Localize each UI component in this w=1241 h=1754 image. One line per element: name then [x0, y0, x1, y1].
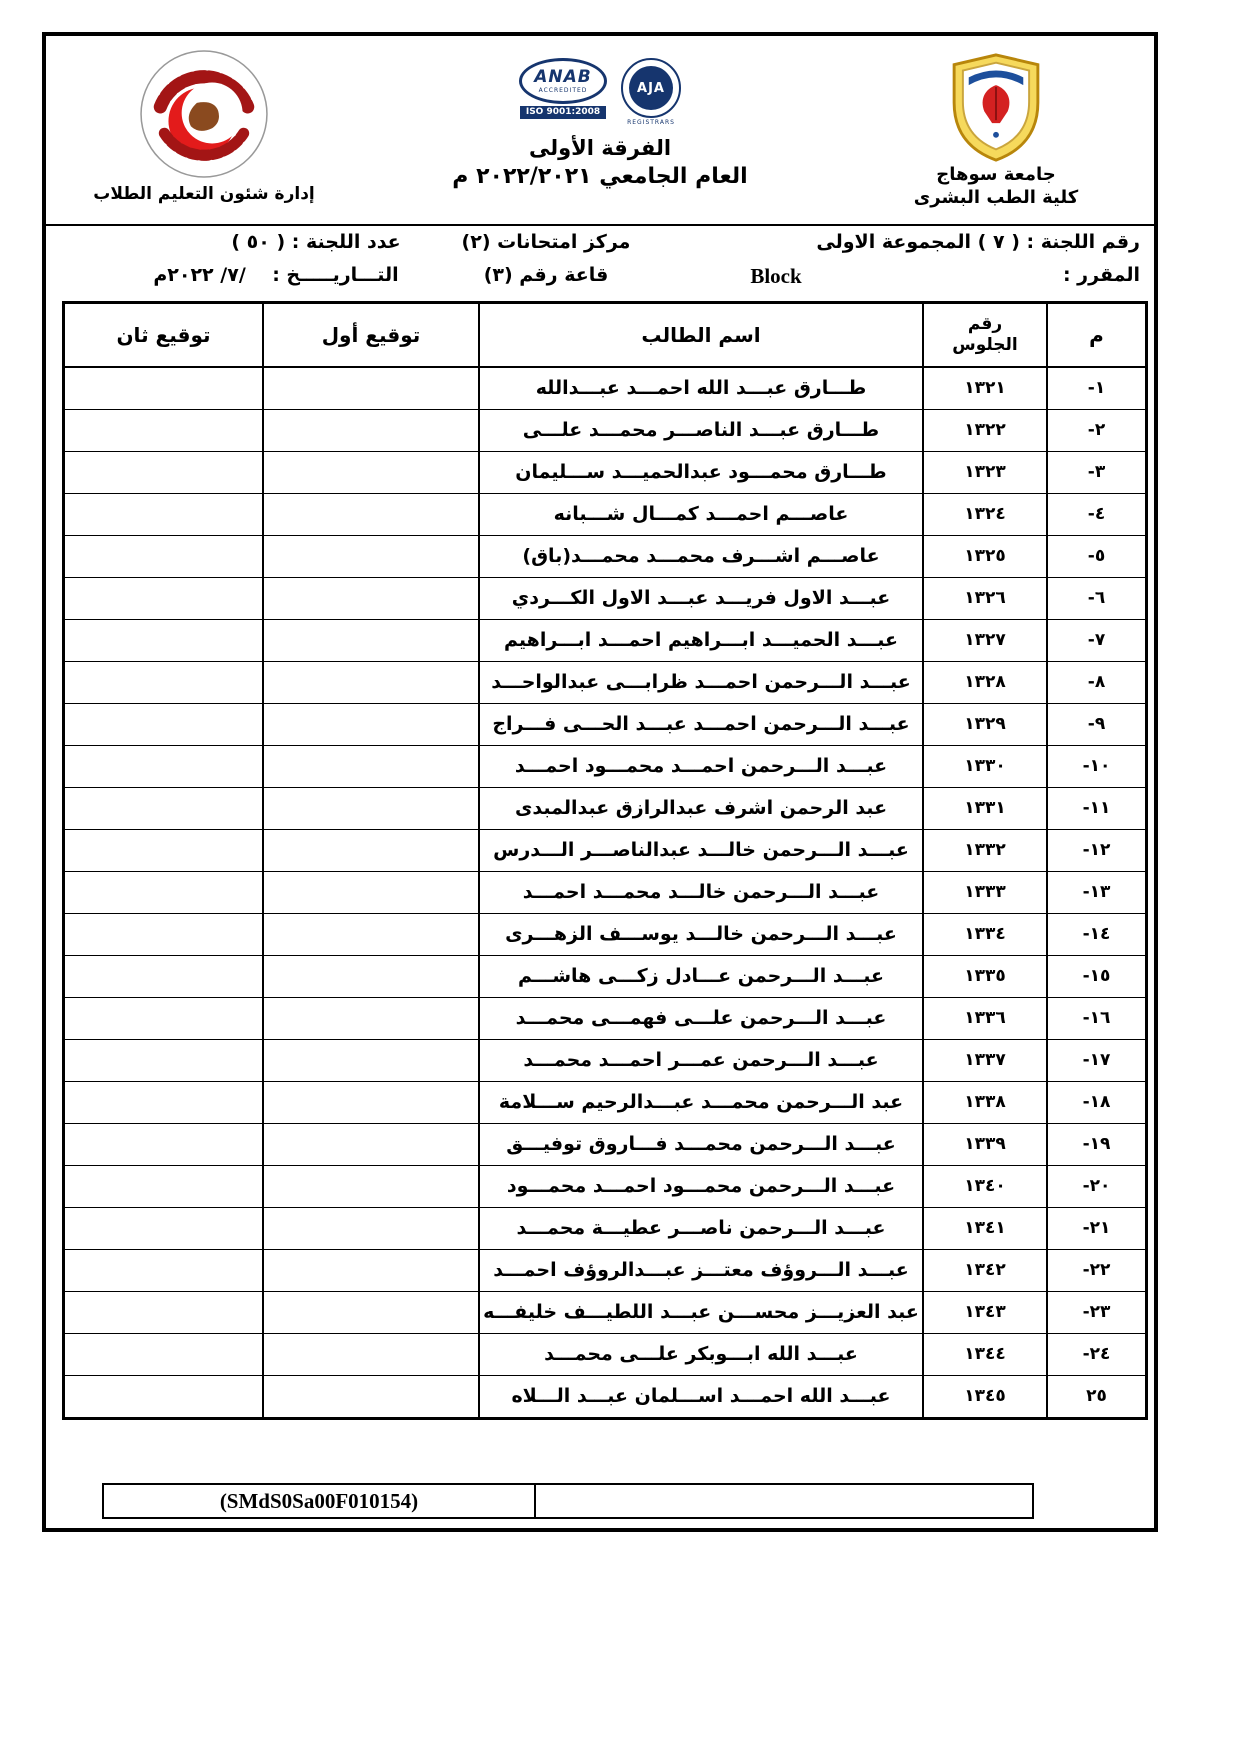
row-student-name: طـــارق عبـــد الله احمـــد عبـــدالله [479, 367, 923, 410]
row-index: ٢١- [1047, 1207, 1147, 1249]
row-second-signature-cell [64, 409, 264, 451]
row-first-signature-cell [263, 577, 479, 619]
table-row [64, 829, 1147, 871]
row-index: ٣- [1047, 451, 1147, 493]
row-first-signature-cell [263, 493, 479, 535]
table-row [64, 997, 1147, 1039]
row-second-signature-cell [64, 955, 264, 997]
row-first-signature-cell [263, 703, 479, 745]
row-seat-number: ١٣٣١ [923, 787, 1047, 829]
row-second-signature-cell [64, 535, 264, 577]
header-student-name: اسم الطالب [479, 303, 923, 367]
row-index: ٥- [1047, 535, 1147, 577]
row-index: ٢٥ [1047, 1375, 1147, 1418]
row-index: ٢٢- [1047, 1249, 1147, 1291]
anab-label: ANAB [534, 66, 592, 87]
table-row [64, 535, 1147, 577]
row-first-signature-cell [263, 1123, 479, 1165]
row-second-signature-cell [64, 493, 264, 535]
university-name: جامعة سوهاج [936, 164, 1056, 185]
row-first-signature-cell [263, 1207, 479, 1249]
row-index: ١٠- [1047, 745, 1147, 787]
faculty-crescent-logo [138, 48, 270, 180]
row-student-name: عبـــد الله احمـــد اســـلمان عبـــد الـــلاه [479, 1375, 923, 1418]
row-student-name: عبـــد الـــرحمن خالـــد يوســـف الزهـــرى [479, 913, 923, 955]
row-first-signature-cell [263, 1165, 479, 1207]
course-value: Block [750, 264, 802, 288]
table-row [64, 1039, 1147, 1081]
row-student-name: طـــارق عبـــد الناصـــر محمـــد علـــى [479, 409, 923, 451]
row-second-signature-cell [64, 619, 264, 661]
row-second-signature-cell [64, 871, 264, 913]
row-first-signature-cell [263, 871, 479, 913]
row-seat-number: ١٣٢٩ [923, 703, 1047, 745]
row-student-name: عبـــد الـــروؤف معتـــز عبـــدالروؤف احمـــد [479, 1249, 923, 1291]
aja-badge-icon [621, 58, 681, 126]
row-seat-number: ١٣٣٩ [923, 1123, 1047, 1165]
table-row [64, 1165, 1147, 1207]
row-second-signature-cell [64, 1081, 264, 1123]
row-index: ١٩- [1047, 1123, 1147, 1165]
row-index: ١٣- [1047, 871, 1147, 913]
row-index: ٦- [1047, 577, 1147, 619]
row-first-signature-cell [263, 1081, 479, 1123]
row-seat-number: ١٣٣٣ [923, 871, 1047, 913]
row-seat-number: ١٣٢٥ [923, 535, 1047, 577]
table-row [64, 1207, 1147, 1249]
table-row [64, 1249, 1147, 1291]
row-seat-number: ١٣٢٤ [923, 493, 1047, 535]
row-student-name: عبد العزيـــز محســـن عبـــد اللطيـــف خليفـــه [479, 1291, 923, 1333]
row-first-signature-cell [263, 997, 479, 1039]
header-seat-line2: الجلوس [952, 334, 1018, 355]
aja-inner-circle [629, 66, 673, 110]
row-student-name: عبد الـــرحمن محمـــد عبـــدالرحيم ســـلامة [479, 1081, 923, 1123]
row-index: ٢٠- [1047, 1165, 1147, 1207]
page-border-frame [42, 32, 1158, 1532]
row-seat-number: ١٣٢٦ [923, 577, 1047, 619]
row-first-signature-cell [263, 955, 479, 997]
header-seat-line1: رقم [967, 314, 1003, 335]
row-first-signature-cell [263, 451, 479, 493]
row-first-signature-cell [263, 829, 479, 871]
header-index: م [1047, 303, 1147, 367]
table-row [64, 1375, 1147, 1418]
attendance-table-header [64, 303, 1147, 367]
table-row [64, 703, 1147, 745]
table-row [64, 913, 1147, 955]
row-index: ٢- [1047, 409, 1147, 451]
row-seat-number: ١٣٢٨ [923, 661, 1047, 703]
roster-body [64, 367, 1147, 1419]
row-seat-number: ١٣٢٧ [923, 619, 1047, 661]
faculty-block [54, 46, 354, 224]
table-row [64, 619, 1147, 661]
row-index: ٢٣- [1047, 1291, 1147, 1333]
row-seat-number: ١٣٣٦ [923, 997, 1047, 1039]
document-code: (SMdS0Sa00F010154) [104, 1485, 536, 1517]
row-second-signature-cell [64, 1291, 264, 1333]
row-second-signature-cell [64, 997, 264, 1039]
table-row [64, 661, 1147, 703]
row-seat-number: ١٣٤٣ [923, 1291, 1047, 1333]
row-first-signature-cell [263, 409, 479, 451]
row-seat-number: ١٣٢٢ [923, 409, 1047, 451]
row-seat-number: ١٣٤١ [923, 1207, 1047, 1249]
row-first-signature-cell [263, 1375, 479, 1418]
row-seat-number: ١٣٢١ [923, 367, 1047, 410]
committee-info-row [46, 226, 1154, 259]
iso-certification-label: ISO 9001:2008 [520, 106, 606, 119]
row-seat-number: ١٣٤٤ [923, 1333, 1047, 1375]
row-index: ١- [1047, 367, 1147, 410]
header-seat-number [923, 303, 1047, 367]
row-seat-number: ١٣٣٨ [923, 1081, 1047, 1123]
anab-oval [519, 58, 607, 104]
committee-number: رقم اللجنة : ( ٧ ) المجموعة الاولى [816, 231, 1140, 253]
row-first-signature-cell [263, 787, 479, 829]
row-seat-number: ١٣٤٠ [923, 1165, 1047, 1207]
row-second-signature-cell [64, 661, 264, 703]
course-label: المقرر : [1062, 264, 1140, 286]
row-first-signature-cell [263, 1249, 479, 1291]
exam-center: مركز امتحانات (٢) [461, 231, 631, 253]
row-index: ٢٤- [1047, 1333, 1147, 1375]
row-student-name: عبـــد الـــرحمن احمـــد محمـــود احمـــد [479, 745, 923, 787]
row-student-name: عبـــد الـــرحمن خالـــد عبدالناصـــر الـــدرس [479, 829, 923, 871]
row-student-name: عبـــد الـــرحمن عمـــر احمـــد محمـــد [479, 1039, 923, 1081]
committee-count: عدد اللجنة : ( ٥٠ ) [231, 231, 401, 253]
exam-date: التـــاريـــــخ : /٧/ ٢٠٢٢م [153, 264, 399, 286]
faculty-name: كلية الطب البشرى [913, 186, 1079, 208]
attendance-table [62, 301, 1148, 1420]
row-student-name: طـــارق محمـــود عبدالحميـــد ســـليمان [479, 451, 923, 493]
row-index: ١٨- [1047, 1081, 1147, 1123]
row-seat-number: ١٣٣٥ [923, 955, 1047, 997]
row-first-signature-cell [263, 661, 479, 703]
row-student-name: عبـــد الحميـــد ابـــراهيم احمـــد ابـــراهيم [479, 619, 923, 661]
table-row [64, 1123, 1147, 1165]
row-index: ١٧- [1047, 1039, 1147, 1081]
row-second-signature-cell [64, 1123, 264, 1165]
row-second-signature-cell [64, 829, 264, 871]
row-index: ٧- [1047, 619, 1147, 661]
grade-title: الفرقة الأولى [528, 136, 672, 160]
row-index: ٩- [1047, 703, 1147, 745]
aja-outer-ring [621, 58, 681, 118]
row-seat-number: ١٣٣٢ [923, 829, 1047, 871]
table-row [64, 871, 1147, 913]
row-student-name: عبـــد الـــرحمن احمـــد عبـــد الحـــى فـــراج [479, 703, 923, 745]
row-second-signature-cell [64, 367, 264, 410]
header-center-block [354, 46, 846, 224]
row-seat-number: ١٣٤٥ [923, 1375, 1047, 1418]
row-first-signature-cell [263, 619, 479, 661]
row-seat-number: ١٣٣٧ [923, 1039, 1047, 1081]
table-row [64, 955, 1147, 997]
row-student-name: عبـــد الـــرحمن احمـــد ظرابـــى عبدالواحـــد [479, 661, 923, 703]
row-second-signature-cell [64, 703, 264, 745]
table-row [64, 409, 1147, 451]
accreditation-badges [519, 58, 681, 126]
footer-code-strip [102, 1483, 1034, 1519]
footer-empty-box [536, 1485, 1032, 1517]
table-row [64, 787, 1147, 829]
row-student-name: عبـــد الله ابـــوبكر علـــى محمـــد [479, 1333, 923, 1375]
row-second-signature-cell [64, 577, 264, 619]
row-first-signature-cell [263, 745, 479, 787]
row-student-name: عاصـــم اشـــرف محمـــد محمـــد(باق) [479, 535, 923, 577]
table-row [64, 367, 1147, 410]
row-student-name: عاصـــم احمـــد كمـــال شـــبانه [479, 493, 923, 535]
document-header [46, 36, 1154, 226]
row-index: ١١- [1047, 787, 1147, 829]
row-seat-number: ١٣٣٤ [923, 913, 1047, 955]
hall-number: قاعة رقم (٣) [483, 264, 609, 286]
row-first-signature-cell [263, 535, 479, 577]
row-second-signature-cell [64, 1333, 264, 1375]
table-row [64, 745, 1147, 787]
aja-label: AJA [637, 80, 665, 96]
row-second-signature-cell [64, 913, 264, 955]
row-index: ٤- [1047, 493, 1147, 535]
row-first-signature-cell [263, 1039, 479, 1081]
row-second-signature-cell [64, 1249, 264, 1291]
row-student-name: عبـــد الـــرحمن ناصـــر عطيـــة محمـــد [479, 1207, 923, 1249]
row-first-signature-cell [263, 1333, 479, 1375]
row-second-signature-cell [64, 1165, 264, 1207]
row-student-name: عبد الرحمن اشرف عبدالرازق عبدالمبدى [479, 787, 923, 829]
row-seat-number: ١٣٣٠ [923, 745, 1047, 787]
table-row [64, 451, 1147, 493]
anab-badge-icon [519, 58, 607, 119]
university-block [846, 46, 1146, 224]
row-student-name: عبـــد الـــرحمن عـــادل زكـــى هاشـــم [479, 955, 923, 997]
row-second-signature-cell [64, 1207, 264, 1249]
department-name: إدارة شئون التعليم الطلاب [93, 184, 315, 204]
row-student-name: عبـــد الـــرحمن محمـــد فـــاروق توفيـــق [479, 1123, 923, 1165]
header-second-signature: توقيع ثان [64, 303, 264, 367]
header-first-signature: توقيع أول [263, 303, 479, 367]
row-second-signature-cell [64, 451, 264, 493]
academic-year: العام الجامعي ٢٠٢٢/٢٠٢١ م [452, 164, 748, 189]
row-second-signature-cell [64, 1039, 264, 1081]
row-index: ١٢- [1047, 829, 1147, 871]
anab-sublabel: ACCREDITED [538, 86, 588, 94]
row-student-name: عبـــد الـــرحمن علـــى فهمـــى محمـــد [479, 997, 923, 1039]
row-index: ١٥- [1047, 955, 1147, 997]
row-seat-number: ١٣٢٣ [923, 451, 1047, 493]
row-student-name: عبـــد الـــرحمن خالـــد محمـــد احمـــد [479, 871, 923, 913]
row-first-signature-cell [263, 1291, 479, 1333]
table-row [64, 1333, 1147, 1375]
row-second-signature-cell [64, 745, 264, 787]
row-first-signature-cell [263, 913, 479, 955]
aja-sublabel: REGISTRARS [627, 119, 675, 126]
university-shield-logo [946, 52, 1046, 164]
table-row [64, 1081, 1147, 1123]
row-student-name: عبـــد الاول فريـــد عبـــد الاول الكـــردي [479, 577, 923, 619]
row-seat-number: ١٣٤٢ [923, 1249, 1047, 1291]
table-row [64, 1291, 1147, 1333]
row-student-name: عبـــد الـــرحمن محمـــود احمـــد محمـــود [479, 1165, 923, 1207]
table-row [64, 577, 1147, 619]
row-index: ١٤- [1047, 913, 1147, 955]
row-index: ١٦- [1047, 997, 1147, 1039]
row-second-signature-cell [64, 787, 264, 829]
course-info-row [46, 259, 1154, 297]
row-index: ٨- [1047, 661, 1147, 703]
row-second-signature-cell [64, 1375, 264, 1418]
table-row [64, 493, 1147, 535]
row-first-signature-cell [263, 367, 479, 410]
